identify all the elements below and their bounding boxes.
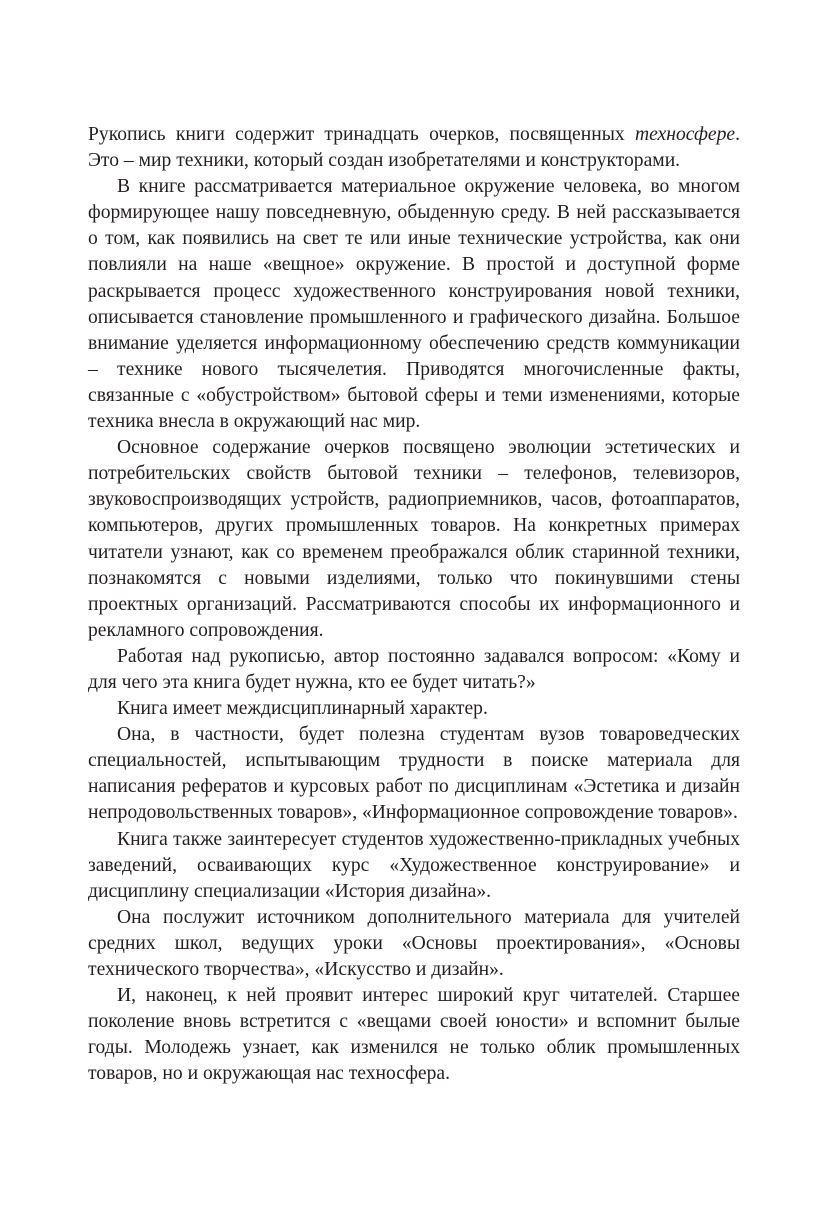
paragraph-school-teachers: Она послужит источником дополнительного материала для учителей средних школ, ведущих уроки «Основы проектирования», «Основы технического творчества», «Искусство и дизайн». <box>88 906 740 980</box>
paragraph-interdisciplinary: Книга имеет междисциплинарный характер. <box>117 698 488 720</box>
paragraph-intro-text-end: . Это – мир техники, который создан изобретателями и конструкторами. <box>88 124 740 172</box>
paragraph-intro <box>88 122 740 174</box>
paragraph-general-readers: И, наконец, к ней проявит интерес широкий круг читателей. Старшее поколение вновь встретится с «вещами своей юности» и вспомнит былые годы. Молодежь узнает, как изменился не только облик промышленных товаров, но и окружающая нас техносфера. <box>88 985 740 1085</box>
paragraph-author-question: Работая над рукописью, автор постоянно задавался вопросом: «Кому и для чего эта книга будет нужна, кто ее будет читать?» <box>88 645 740 693</box>
paragraph-essay-content: Основное содержание очерков посвящено эволюции эстетических и потребительских свойств бытовой техники – телефонов, телевизоров, звуковоспроизводящих устройств, радиоприемников, часов, фотоаппаратов, компьютеров, других промышленных товаров. На конкретных примерах читатели узнают, как со временем преображался облик старинной техники, познакомятся с новыми изделиями, только что покинувшими стены проектных организаций. Рассматриваются способы их информационного и рекламного сопровождения. <box>88 437 740 641</box>
paragraph-art-students: Книга также заинтересует студентов художественно-прикладных учебных заведений, осваивающих курс «Художественное конструирование» и дисциплину специализации «История дизайна». <box>88 828 740 902</box>
book-page <box>88 122 740 1087</box>
emphasized-term-technosphere: техносфере <box>634 124 736 145</box>
paragraph-material-environment: В книге рассматривается материальное окружение человека, во многом формирующее нашу повседневную, обыденную среду. В ней рассказывается о том, как появились на свет те или иные технические устройства, как они повлияли на наше «вещное» окружение. В простой и доступной форме раскрывается процесс художественного конструирования новой техники, описывается становление промышленного и графического дизайна. Большое внимание уделяется информационному обеспечению средств коммуникации – технике нового тысячелетия. Приводятся многочисленные факты, связанные с «обустройством» бытовой сферы и теми изменениями, которые техника внесла в окружающий нас мир. <box>88 176 740 433</box>
paragraph-intro-text-start: Рукопись книги содержит тринадцать очерков, посвященных <box>88 124 635 145</box>
paragraph-merchandising-students: Она, в частности, будет полезна студентам вузов товароведческих специальностей, испытывающим трудности в поиске материала для написания рефератов и курсовых работ по дисциплинам «Эстетика и дизайн непродовольственных товаров», «Информационное сопровождение товаров». <box>88 724 740 824</box>
